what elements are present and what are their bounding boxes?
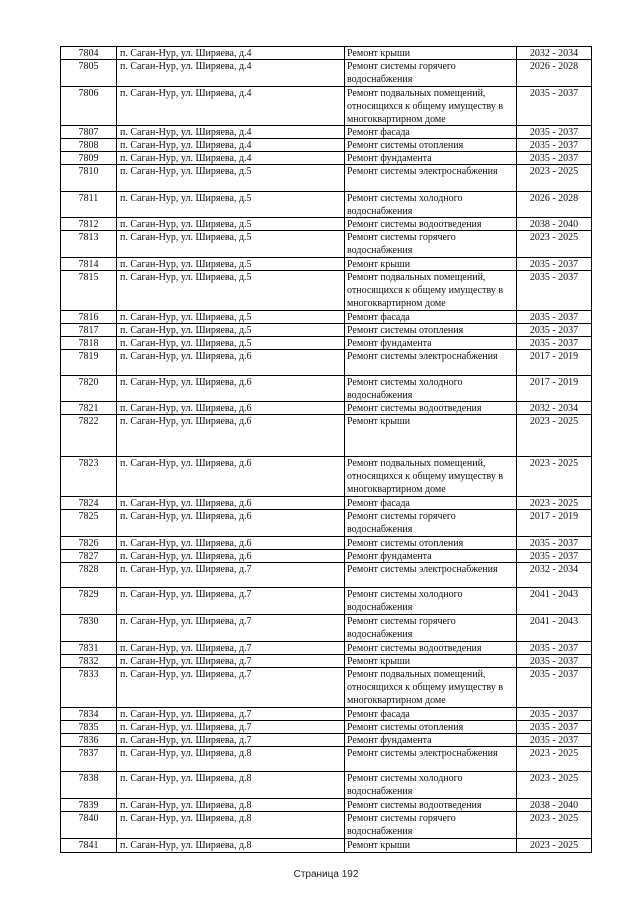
period-cell: 2038 - 2040 bbox=[517, 218, 592, 230]
work-type-cell: Ремонт системы водоотведения bbox=[345, 799, 517, 811]
table-row bbox=[61, 772, 592, 799]
period-cell: 2023 - 2025 bbox=[517, 747, 592, 771]
address-cell: п. Саган-Нур, ул. Ширяева, д.6 bbox=[117, 415, 345, 456]
work-type-cell: Ремонт системы водоотведения bbox=[345, 402, 517, 414]
work-type-cell: Ремонт крыши bbox=[345, 839, 517, 852]
table-row bbox=[61, 218, 592, 231]
address-cell: п. Саган-Нур, ул. Ширяева, д.7 bbox=[117, 734, 345, 746]
table-row bbox=[61, 550, 592, 563]
table-row bbox=[61, 510, 592, 537]
address-cell: п. Саган-Нур, ул. Ширяева, д.7 bbox=[117, 615, 345, 641]
period-cell: 2038 - 2040 bbox=[517, 799, 592, 811]
address-cell: п. Саган-Нур, ул. Ширяева, д.6 bbox=[117, 497, 345, 509]
table-row bbox=[61, 126, 592, 139]
row-number-cell: 7813 bbox=[61, 231, 117, 257]
table-row bbox=[61, 192, 592, 218]
row-number-cell: 7811 bbox=[61, 192, 117, 217]
address-cell: п. Саган-Нур, ул. Ширяева, д.4 bbox=[117, 126, 345, 138]
address-cell: п. Саган-Нур, ул. Ширяева, д.7 bbox=[117, 708, 345, 720]
address-cell: п. Саган-Нур, ул. Ширяева, д.5 bbox=[117, 165, 345, 191]
table-row bbox=[61, 152, 592, 165]
address-cell: п. Саган-Нур, ул. Ширяева, д.7 bbox=[117, 655, 345, 667]
address-cell: п. Саган-Нур, ул. Ширяева, д.4 bbox=[117, 87, 345, 125]
period-cell: 2023 - 2025 bbox=[517, 839, 592, 852]
table-row bbox=[61, 87, 592, 126]
period-cell: 2023 - 2025 bbox=[517, 165, 592, 191]
page-number: Страница 192 bbox=[293, 869, 359, 880]
table-row bbox=[61, 350, 592, 376]
period-cell: 2035 - 2037 bbox=[517, 721, 592, 733]
row-number-cell: 7812 bbox=[61, 218, 117, 230]
table-row bbox=[61, 708, 592, 721]
work-type-cell: Ремонт системы холодного водоснабжения bbox=[345, 772, 517, 798]
work-type-cell: Ремонт подвальных помещений, относящихся к общему имуществу в многоквартирном доме bbox=[345, 271, 517, 310]
work-type-cell: Ремонт системы холодного водоснабжения bbox=[345, 588, 517, 614]
address-cell: п. Саган-Нур, ул. Ширяева, д.5 bbox=[117, 271, 345, 310]
row-number-cell: 7837 bbox=[61, 747, 117, 771]
row-number-cell: 7819 bbox=[61, 350, 117, 375]
work-type-cell: Ремонт системы электроснабжения bbox=[345, 165, 517, 191]
row-number-cell: 7829 bbox=[61, 588, 117, 614]
row-number-cell: 7821 bbox=[61, 402, 117, 414]
row-number-cell: 7832 bbox=[61, 655, 117, 667]
table-row bbox=[61, 799, 592, 812]
table-row bbox=[61, 721, 592, 734]
work-type-cell: Ремонт системы электроснабжения bbox=[345, 563, 517, 587]
row-number-cell: 7827 bbox=[61, 550, 117, 562]
work-type-cell: Ремонт фасада bbox=[345, 708, 517, 720]
work-type-cell: Ремонт системы водоотведения bbox=[345, 642, 517, 654]
table-row bbox=[61, 324, 592, 337]
table-row bbox=[61, 60, 592, 87]
row-number-cell: 7806 bbox=[61, 87, 117, 125]
work-type-cell: Ремонт системы холодного водоснабжения bbox=[345, 192, 517, 217]
work-type-cell: Ремонт системы горячего водоснабжения bbox=[345, 812, 517, 838]
table-row bbox=[61, 812, 592, 839]
row-number-cell: 7833 bbox=[61, 668, 117, 707]
work-type-cell: Ремонт фундамента bbox=[345, 734, 517, 746]
work-type-cell: Ремонт крыши bbox=[345, 258, 517, 270]
address-cell: п. Саган-Нур, ул. Ширяева, д.5 bbox=[117, 231, 345, 257]
address-cell: п. Саган-Нур, ул. Ширяева, д.8 bbox=[117, 747, 345, 771]
address-cell: п. Саган-Нур, ул. Ширяева, д.8 bbox=[117, 812, 345, 838]
period-cell: 2035 - 2037 bbox=[517, 655, 592, 667]
period-cell: 2035 - 2037 bbox=[517, 139, 592, 151]
work-type-cell: Ремонт системы электроснабжения bbox=[345, 350, 517, 375]
period-cell: 2032 - 2034 bbox=[517, 402, 592, 414]
row-number-cell: 7838 bbox=[61, 772, 117, 798]
period-cell: 2032 - 2034 bbox=[517, 47, 592, 59]
work-type-cell: Ремонт фасада bbox=[345, 126, 517, 138]
row-number-cell: 7825 bbox=[61, 510, 117, 536]
period-cell: 2041 - 2043 bbox=[517, 615, 592, 641]
work-type-cell: Ремонт системы отопления bbox=[345, 721, 517, 733]
address-cell: п. Саган-Нур, ул. Ширяева, д.4 bbox=[117, 47, 345, 59]
row-number-cell: 7824 bbox=[61, 497, 117, 509]
period-cell: 2035 - 2037 bbox=[517, 258, 592, 270]
work-type-cell: Ремонт крыши bbox=[345, 655, 517, 667]
work-type-cell: Ремонт подвальных помещений, относящихся к общему имуществу в многоквартирном доме bbox=[345, 457, 517, 496]
address-cell: п. Саган-Нур, ул. Ширяева, д.7 bbox=[117, 668, 345, 707]
table-row bbox=[61, 497, 592, 510]
row-number-cell: 7835 bbox=[61, 721, 117, 733]
period-cell: 2035 - 2037 bbox=[517, 642, 592, 654]
row-number-cell: 7841 bbox=[61, 839, 117, 852]
row-number-cell: 7826 bbox=[61, 537, 117, 549]
row-number-cell: 7809 bbox=[61, 152, 117, 164]
work-type-cell: Ремонт крыши bbox=[345, 415, 517, 456]
table-row bbox=[61, 642, 592, 655]
address-cell: п. Саган-Нур, ул. Ширяева, д.4 bbox=[117, 60, 345, 86]
table-row bbox=[61, 415, 592, 457]
address-cell: п. Саган-Нур, ул. Ширяева, д.5 bbox=[117, 324, 345, 336]
table-row bbox=[61, 668, 592, 708]
row-number-cell: 7816 bbox=[61, 311, 117, 323]
row-number-cell: 7828 bbox=[61, 563, 117, 587]
work-type-cell: Ремонт системы горячего водоснабжения bbox=[345, 510, 517, 536]
work-type-cell: Ремонт крыши bbox=[345, 47, 517, 59]
address-cell: п. Саган-Нур, ул. Ширяева, д.5 bbox=[117, 311, 345, 323]
address-cell: п. Саган-Нур, ул. Ширяева, д.8 bbox=[117, 799, 345, 811]
table-row bbox=[61, 839, 592, 853]
period-cell: 2023 - 2025 bbox=[517, 772, 592, 798]
row-number-cell: 7817 bbox=[61, 324, 117, 336]
address-cell: п. Саган-Нур, ул. Ширяева, д.6 bbox=[117, 350, 345, 375]
period-cell: 2035 - 2037 bbox=[517, 87, 592, 125]
address-cell: п. Саган-Нур, ул. Ширяева, д.7 bbox=[117, 642, 345, 654]
work-type-cell: Ремонт подвальных помещений, относящихся к общему имуществу в многоквартирном доме bbox=[345, 668, 517, 707]
work-type-cell: Ремонт системы водоотведения bbox=[345, 218, 517, 230]
address-cell: п. Саган-Нур, ул. Ширяева, д.5 bbox=[117, 218, 345, 230]
period-cell: 2035 - 2037 bbox=[517, 324, 592, 336]
repair-schedule-table bbox=[60, 46, 592, 853]
address-cell: п. Саган-Нур, ул. Ширяева, д.6 bbox=[117, 510, 345, 536]
work-type-cell: Ремонт системы электроснабжения bbox=[345, 747, 517, 771]
table-row bbox=[61, 457, 592, 497]
period-cell: 2035 - 2037 bbox=[517, 152, 592, 164]
work-type-cell: Ремонт системы холодного водоснабжения bbox=[345, 376, 517, 401]
row-number-cell: 7834 bbox=[61, 708, 117, 720]
period-cell: 2035 - 2037 bbox=[517, 271, 592, 310]
address-cell: п. Саган-Нур, ул. Ширяева, д.5 bbox=[117, 258, 345, 270]
table-row bbox=[61, 231, 592, 258]
address-cell: п. Саган-Нур, ул. Ширяева, д.7 bbox=[117, 721, 345, 733]
period-cell: 2035 - 2037 bbox=[517, 126, 592, 138]
work-type-cell: Ремонт фасада bbox=[345, 311, 517, 323]
table-row bbox=[61, 563, 592, 588]
address-cell: п. Саган-Нур, ул. Ширяева, д.7 bbox=[117, 588, 345, 614]
table-row bbox=[61, 47, 592, 60]
period-cell: 2017 - 2019 bbox=[517, 376, 592, 401]
table-row bbox=[61, 588, 592, 615]
row-number-cell: 7830 bbox=[61, 615, 117, 641]
table-row bbox=[61, 311, 592, 324]
row-number-cell: 7805 bbox=[61, 60, 117, 86]
address-cell: п. Саган-Нур, ул. Ширяева, д.7 bbox=[117, 563, 345, 587]
table-row bbox=[61, 165, 592, 192]
period-cell: 2023 - 2025 bbox=[517, 457, 592, 496]
period-cell: 2023 - 2025 bbox=[517, 497, 592, 509]
address-cell: п. Саган-Нур, ул. Ширяева, д.8 bbox=[117, 772, 345, 798]
period-cell: 2041 - 2043 bbox=[517, 588, 592, 614]
address-cell: п. Саган-Нур, ул. Ширяева, д.6 bbox=[117, 550, 345, 562]
period-cell: 2035 - 2037 bbox=[517, 311, 592, 323]
period-cell: 2023 - 2025 bbox=[517, 415, 592, 456]
row-number-cell: 7836 bbox=[61, 734, 117, 746]
table-row bbox=[61, 747, 592, 772]
work-type-cell: Ремонт фундамента bbox=[345, 152, 517, 164]
period-cell: 2035 - 2037 bbox=[517, 550, 592, 562]
address-cell: п. Саган-Нур, ул. Ширяева, д.5 bbox=[117, 337, 345, 349]
work-type-cell: Ремонт системы отопления bbox=[345, 537, 517, 549]
period-cell: 2032 - 2034 bbox=[517, 563, 592, 587]
work-type-cell: Ремонт системы отопления bbox=[345, 139, 517, 151]
row-number-cell: 7840 bbox=[61, 812, 117, 838]
table-row bbox=[61, 258, 592, 271]
row-number-cell: 7820 bbox=[61, 376, 117, 401]
period-cell: 2017 - 2019 bbox=[517, 510, 592, 536]
address-cell: п. Саган-Нур, ул. Ширяева, д.4 bbox=[117, 152, 345, 164]
address-cell: п. Саган-Нур, ул. Ширяева, д.6 bbox=[117, 457, 345, 496]
row-number-cell: 7823 bbox=[61, 457, 117, 496]
period-cell: 2035 - 2037 bbox=[517, 537, 592, 549]
work-type-cell: Ремонт фасада bbox=[345, 497, 517, 509]
period-cell: 2035 - 2037 bbox=[517, 708, 592, 720]
table-row bbox=[61, 655, 592, 668]
row-number-cell: 7804 bbox=[61, 47, 117, 59]
period-cell: 2023 - 2025 bbox=[517, 812, 592, 838]
period-cell: 2023 - 2025 bbox=[517, 231, 592, 257]
work-type-cell: Ремонт системы горячего водоснабжения bbox=[345, 615, 517, 641]
table-row bbox=[61, 337, 592, 350]
period-cell: 2026 - 2028 bbox=[517, 60, 592, 86]
address-cell: п. Саган-Нур, ул. Ширяева, д.4 bbox=[117, 139, 345, 151]
row-number-cell: 7822 bbox=[61, 415, 117, 456]
row-number-cell: 7808 bbox=[61, 139, 117, 151]
period-cell: 2026 - 2028 bbox=[517, 192, 592, 217]
table-row bbox=[61, 271, 592, 311]
row-number-cell: 7831 bbox=[61, 642, 117, 654]
work-type-cell: Ремонт системы горячего водоснабжения bbox=[345, 231, 517, 257]
period-cell: 2035 - 2037 bbox=[517, 668, 592, 707]
work-type-cell: Ремонт системы горячего водоснабжения bbox=[345, 60, 517, 86]
row-number-cell: 7810 bbox=[61, 165, 117, 191]
table-row bbox=[61, 615, 592, 642]
address-cell: п. Саган-Нур, ул. Ширяева, д.6 bbox=[117, 537, 345, 549]
table-row bbox=[61, 139, 592, 152]
work-type-cell: Ремонт подвальных помещений, относящихся к общему имуществу в многоквартирном доме bbox=[345, 87, 517, 125]
address-cell: п. Саган-Нур, ул. Ширяева, д.8 bbox=[117, 839, 345, 852]
row-number-cell: 7818 bbox=[61, 337, 117, 349]
table-row bbox=[61, 734, 592, 747]
row-number-cell: 7839 bbox=[61, 799, 117, 811]
table-row bbox=[61, 537, 592, 550]
address-cell: п. Саган-Нур, ул. Ширяева, д.6 bbox=[117, 376, 345, 401]
row-number-cell: 7814 bbox=[61, 258, 117, 270]
address-cell: п. Саган-Нур, ул. Ширяева, д.5 bbox=[117, 192, 345, 217]
period-cell: 2017 - 2019 bbox=[517, 350, 592, 375]
address-cell: п. Саган-Нур, ул. Ширяева, д.6 bbox=[117, 402, 345, 414]
row-number-cell: 7807 bbox=[61, 126, 117, 138]
period-cell: 2035 - 2037 bbox=[517, 734, 592, 746]
work-type-cell: Ремонт системы отопления bbox=[345, 324, 517, 336]
table-row bbox=[61, 402, 592, 415]
work-type-cell: Ремонт фундамента bbox=[345, 550, 517, 562]
table-row bbox=[61, 376, 592, 402]
period-cell: 2035 - 2037 bbox=[517, 337, 592, 349]
work-type-cell: Ремонт фундамента bbox=[345, 337, 517, 349]
row-number-cell: 7815 bbox=[61, 271, 117, 310]
